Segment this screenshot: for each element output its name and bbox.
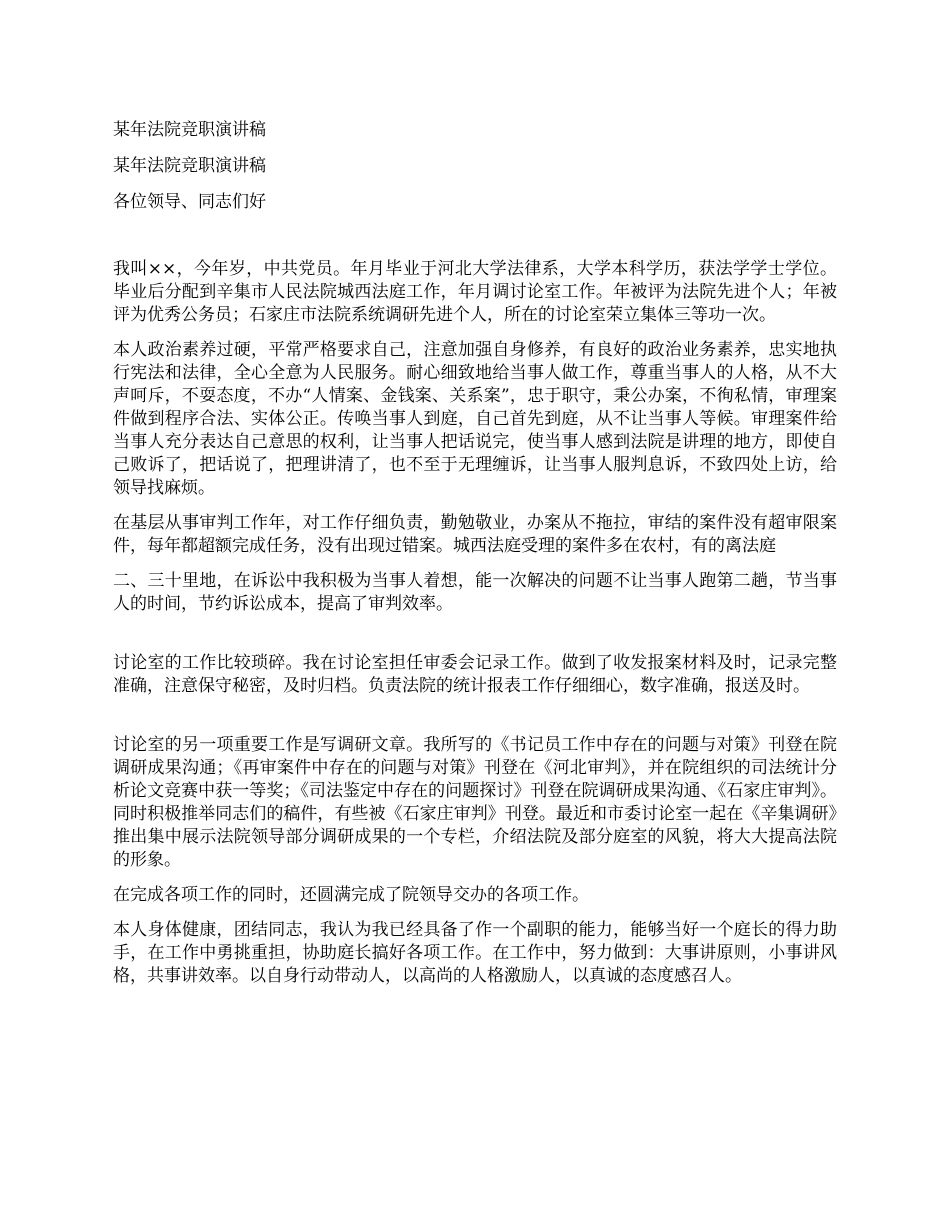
document-page xyxy=(113,118,837,1000)
paragraph-political-quality: 本人政治素养过硬，平常严格要求自己，注意加强自身修养，有良好的政治业务素养，忠实地执行宪法和法律，全心全意为人民服务。耐心细致地给当事人做工作，尊重当事人的人格，从不大声呵斥，不耍态度，不办“人情案、金钱案、关系案”，忠于职守，秉公办案，不徇私情，审理案件做到程序合法、实体公正。传唤当事人到庭，自己首先到庭，从不让当事人等候。审理案件给当事人充分表达自己意思的权利，让当事人把话说完，使当事人感到法院是讲理的地方，即使自己败诉了，把话说了，把理讲清了，也不至于无理缠诉，让当事人服判息诉，不致四处上访，给领导找麻烦。 xyxy=(113,340,837,498)
paragraph-grassroots-work: 在基层从事审判工作年，对工作仔细负责，勤勉敬业，办案从不拖拉，审结的案件没有超审限案件，每年都超额完成任务，没有出现过错案。城西法庭受理的案件多在农村，有的离法庭 xyxy=(113,513,837,556)
paragraph-other-tasks: 在完成各项工作的同时，还圆满完成了院领导交办的各项工作。 xyxy=(113,885,589,905)
paragraph-conclusion: 本人身体健康，团结同志，我认为我已经具备了作一个副职的能力，能够当好一个庭长的得力助手，在工作中勇挑重担，协助庭长搞好各项工作。在工作中，努力做到：大事讲原则，小事讲风格，共事讲效率。以自身行动带动人，以高尚的人格激励人，以真诚的态度感召人。 xyxy=(113,920,837,986)
document-subtitle: 某年法院竞职演讲稿 xyxy=(113,156,266,176)
greeting: 各位领导、同志们好 xyxy=(113,192,266,212)
document-title: 某年法院竞职演讲稿 xyxy=(113,120,266,140)
paragraph-research-articles: 讨论室的另一项重要工作是写调研文章。我所写的《书记员工作中存在的问题与对策》刊登在院调研成果沟通；《再审案件中存在的问题与对策》刊登在《河北审判》，并在院组织的司法统计分析论文竞赛中获一等奖；《司法鉴定中存在的问题探讨》刊登在院调研成果沟通、《石家庄审判》。同时积极推举同志们的稿件，有些被《石家庄审判》刊登。最近和市委讨论室一起在《辛集调研》推出集中展示法院领导部分调研成果的一个专栏，介绍法院及部分庭室的风貌，将大大提高法院的形象。 xyxy=(113,735,837,870)
paragraph-office-work: 讨论室的工作比较琐碎。我在讨论室担任审委会记录工作。做到了收发报案材料及时，记录完整准确，注意保守秘密，及时归档。负责法院的统计报表工作仔细细心，数字准确，报送及时。 xyxy=(113,653,837,696)
paragraph-introduction: 我叫××，今年岁，中共党员。年月毕业于河北大学法律系，大学本科学历，获法学学士学位。毕业后分配到辛集市人民法院城西法庭工作，年月调讨论室工作。年被评为法院先进个人；年被评为优秀公务员；石家庄市法院系统调研先进个人，所在的讨论室荣立集体三等功一次。 xyxy=(113,259,837,325)
paragraph-efficiency: 二、三十里地，在诉讼中我积极为当事人着想，能一次解决的问题不让当事人跑第二趟，节当事人的时间，节约诉讼成本，提高了审判效率。 xyxy=(113,571,837,614)
